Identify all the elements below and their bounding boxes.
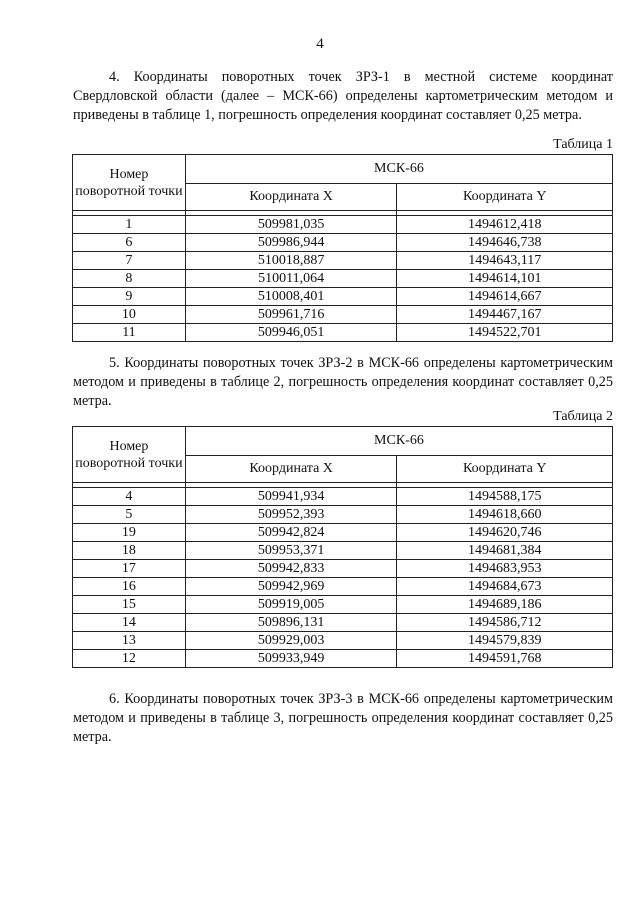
coordinate-x-cell: 509941,934 xyxy=(185,488,397,506)
section-6-paragraph xyxy=(73,690,613,747)
table-row xyxy=(73,542,613,560)
coordinate-x-cell: 509953,371 xyxy=(185,542,397,560)
section-4-text: 4. Координаты поворотных точек ЗРЗ-1 в местной системе координат Свердловской области (далее – МСК-66) определены картометрическим методом и приведены в таблице 1, погрешность определения координат составляет 0,25 метра. xyxy=(73,69,613,123)
point-number-cell: 13 xyxy=(73,632,186,650)
coordinate-x-cell: 509952,393 xyxy=(185,506,397,524)
point-number-cell: 10 xyxy=(73,306,186,324)
header-point-number: Номер поворотной точки xyxy=(73,155,186,211)
coordinate-x-cell: 509942,969 xyxy=(185,578,397,596)
coordinate-y-cell: 1494689,186 xyxy=(397,596,613,614)
table-row xyxy=(73,650,613,668)
coordinate-y-cell: 1494683,953 xyxy=(397,560,613,578)
coordinate-x-cell: 509896,131 xyxy=(185,614,397,632)
table-row xyxy=(73,270,613,288)
table-row xyxy=(73,288,613,306)
coordinate-y-cell: 1494614,667 xyxy=(397,288,613,306)
header-coordinate-y: Координата Y xyxy=(397,184,613,211)
coordinate-y-cell: 1494612,418 xyxy=(397,216,613,234)
coordinate-x-cell: 509946,051 xyxy=(185,324,397,342)
point-number-cell: 5 xyxy=(73,506,186,524)
section-6-text: 6. Координаты поворотных точек ЗРЗ-3 в МСК-66 определены картометрическим методом и приведены в таблице 3, погрешность определения координат составляет 0,25 метра. xyxy=(73,691,613,745)
page-number: 4 xyxy=(316,36,324,52)
coordinate-x-cell: 509919,005 xyxy=(185,596,397,614)
coordinate-y-cell: 1494684,673 xyxy=(397,578,613,596)
header-coordinate-y: Координата Y xyxy=(397,456,613,483)
point-number-cell: 14 xyxy=(73,614,186,632)
coordinate-y-cell: 1494646,738 xyxy=(397,234,613,252)
coordinate-x-cell: 509942,824 xyxy=(185,524,397,542)
coordinates-table-1 xyxy=(72,154,613,342)
coordinate-y-cell: 1494643,117 xyxy=(397,252,613,270)
coordinate-y-cell: 1494614,101 xyxy=(397,270,613,288)
table-row xyxy=(73,506,613,524)
header-coordinate-x: Координата X xyxy=(185,184,397,211)
table-row xyxy=(73,324,613,342)
table-row xyxy=(73,560,613,578)
table-row xyxy=(73,578,613,596)
point-number-cell: 8 xyxy=(73,270,186,288)
section-5-text: 5. Координаты поворотных точек ЗРЗ-2 в МСК-66 определены картометрическим методом и приведены в таблице 2, погрешность определения координат составляет 0,25 метра. xyxy=(73,355,613,409)
table-row xyxy=(73,596,613,614)
point-number-cell: 7 xyxy=(73,252,186,270)
coordinate-x-cell: 510018,887 xyxy=(185,252,397,270)
table-row xyxy=(73,524,613,542)
coordinate-y-cell: 1494681,384 xyxy=(397,542,613,560)
coordinate-x-cell: 509981,035 xyxy=(185,216,397,234)
coordinates-table-2 xyxy=(72,426,613,668)
point-number-cell: 16 xyxy=(73,578,186,596)
coordinate-x-cell: 509961,716 xyxy=(185,306,397,324)
header-coordinate-system: МСК-66 xyxy=(185,427,612,456)
point-number-cell: 19 xyxy=(73,524,186,542)
point-number-cell: 6 xyxy=(73,234,186,252)
coordinate-x-cell: 509942,833 xyxy=(185,560,397,578)
table-row xyxy=(73,632,613,650)
coordinate-y-cell: 1494618,660 xyxy=(397,506,613,524)
point-number-cell: 17 xyxy=(73,560,186,578)
coordinate-y-cell: 1494586,712 xyxy=(397,614,613,632)
section-5-paragraph xyxy=(73,354,613,411)
point-number-cell: 4 xyxy=(73,488,186,506)
coordinate-y-cell: 1494467,167 xyxy=(397,306,613,324)
section-4-paragraph xyxy=(73,68,613,125)
coordinate-x-cell: 509929,003 xyxy=(185,632,397,650)
table-row xyxy=(73,306,613,324)
point-number-cell: 1 xyxy=(73,216,186,234)
point-number-cell: 15 xyxy=(73,596,186,614)
table-row xyxy=(73,252,613,270)
coordinate-y-cell: 1494579,839 xyxy=(397,632,613,650)
point-number-cell: 18 xyxy=(73,542,186,560)
coordinate-x-cell: 509933,949 xyxy=(185,650,397,668)
coordinate-y-cell: 1494522,701 xyxy=(397,324,613,342)
table-row xyxy=(73,216,613,234)
coordinate-y-cell: 1494620,746 xyxy=(397,524,613,542)
coordinate-y-cell: 1494591,768 xyxy=(397,650,613,668)
table-row xyxy=(73,488,613,506)
table-row xyxy=(73,614,613,632)
header-coordinate-x: Координата X xyxy=(185,456,397,483)
table-2-caption: Таблица 2 xyxy=(553,409,613,424)
table-row xyxy=(73,234,613,252)
point-number-cell: 11 xyxy=(73,324,186,342)
point-number-cell: 12 xyxy=(73,650,186,668)
coordinate-x-cell: 510011,064 xyxy=(185,270,397,288)
table-1-caption: Таблица 1 xyxy=(553,137,613,152)
coordinate-x-cell: 509986,944 xyxy=(185,234,397,252)
header-point-number: Номер поворотной точки xyxy=(73,427,186,483)
header-coordinate-system: МСК-66 xyxy=(185,155,612,184)
coordinate-y-cell: 1494588,175 xyxy=(397,488,613,506)
coordinate-x-cell: 510008,401 xyxy=(185,288,397,306)
point-number-cell: 9 xyxy=(73,288,186,306)
